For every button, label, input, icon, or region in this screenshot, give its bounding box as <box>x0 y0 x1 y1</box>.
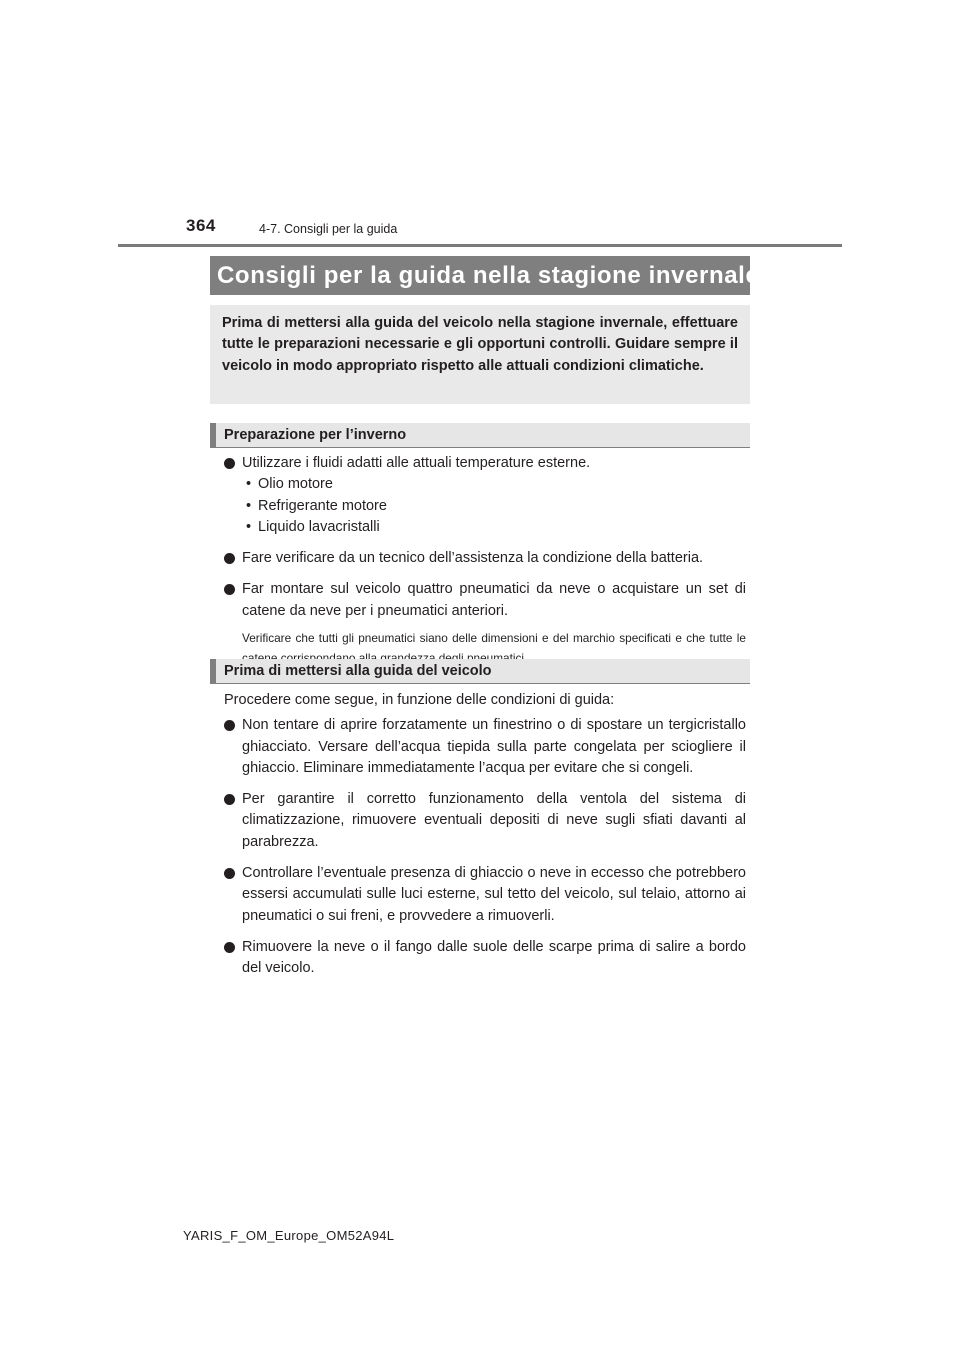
sub-item-text: Liquido lavacristalli <box>258 518 380 535</box>
sub-list-item <box>224 496 746 517</box>
bullet-icon <box>224 720 235 731</box>
header-rule <box>118 244 842 247</box>
bullet-icon <box>224 553 235 564</box>
page-title: Consigli per la guida nella stagione invernale <box>217 261 760 289</box>
sub-item-text: Olio motore <box>258 476 333 493</box>
bullet-text: Non tentare di aprire forzatamente un finestrino o di spostare un tergicristallo ghiacciato. Versare dell’acqua tiepida sulla parte congelata per sciogliere il ghiaccio. Eliminare immediatamente l’acqua per evitare che si congeli. <box>242 717 746 776</box>
bullet-text: Rimuovere la neve o il fango dalle suole delle scarpe prima di salire a bordo del veicolo. <box>242 938 746 977</box>
list-item <box>224 453 746 474</box>
section-heading-before-driving: Prima di mettersi alla guida del veicolo <box>210 659 750 684</box>
bullet-text: Per garantire il corretto funzionamento della ventola del sistema di climatizzazione, rimuovere eventuali depositi di neve sugli sfiati davanti al parabrezza. <box>242 791 746 850</box>
list-item <box>224 715 746 779</box>
dot-icon: • <box>246 476 252 493</box>
lead-text: Procedere come segue, in funzione delle condizioni di guida: <box>224 692 615 708</box>
sub-list-item <box>224 517 746 538</box>
bullet-icon <box>224 584 235 595</box>
intro-box: Prima di mettersi alla guida del veicolo nella stagione invernale, effettuare tutte le preparazioni necessarie e gli opportuni controlli. Guidare sempre il veicolo in modo appropriato rispetto alle attuali condizioni climatiche. <box>210 305 750 404</box>
list-item <box>224 937 746 980</box>
sub-item-text: Refrigerante motore <box>258 497 387 514</box>
bullet-text: Fare verificare da un tecnico dell’assistenza la condizione della batteria. <box>242 550 704 567</box>
bullet-icon <box>224 794 235 805</box>
bullet-icon <box>224 458 235 469</box>
sub-list-item <box>224 474 746 495</box>
list-item <box>224 548 746 569</box>
dot-icon: • <box>246 497 252 514</box>
note-text: Verificare che tutti gli pneumatici siano delle dimensioni e del marchio specificati e che tutte le <box>242 631 746 646</box>
list-item <box>224 579 746 622</box>
page-number: 364 <box>186 216 216 235</box>
section-label: 4-7. Consigli per la guida <box>259 222 398 236</box>
section-heading-winter-prep: Preparazione per l’inverno <box>210 423 750 448</box>
dot-icon: • <box>246 518 252 535</box>
bullet-text: Far montare sul veicolo quattro pneumatici da neve o acquistare un set di catene da neve per i pneumatici anteriori. <box>242 581 746 619</box>
footer-document-code: YARIS_F_OM_Europe_OM52A94L <box>183 1228 395 1243</box>
list-item <box>224 789 746 853</box>
bullet-text: Controllare l’eventuale presenza di ghiaccio o neve in eccesso che potrebbero essersi accumulati sulle luci esterne, sul tetto del veicolo, sul telaio, attorno ai pneumatici o sui freni, e provvedere a rimuoverli. <box>242 865 746 924</box>
list-item <box>224 863 746 927</box>
before-driving-content <box>224 690 746 980</box>
winter-prep-content <box>224 453 746 668</box>
bullet-icon <box>224 942 235 953</box>
bullet-text: Utilizzare i fluidi adatti alle attuali temperature esterne. <box>242 455 591 471</box>
bullet-icon <box>224 868 235 879</box>
page-title-bar <box>210 256 760 295</box>
